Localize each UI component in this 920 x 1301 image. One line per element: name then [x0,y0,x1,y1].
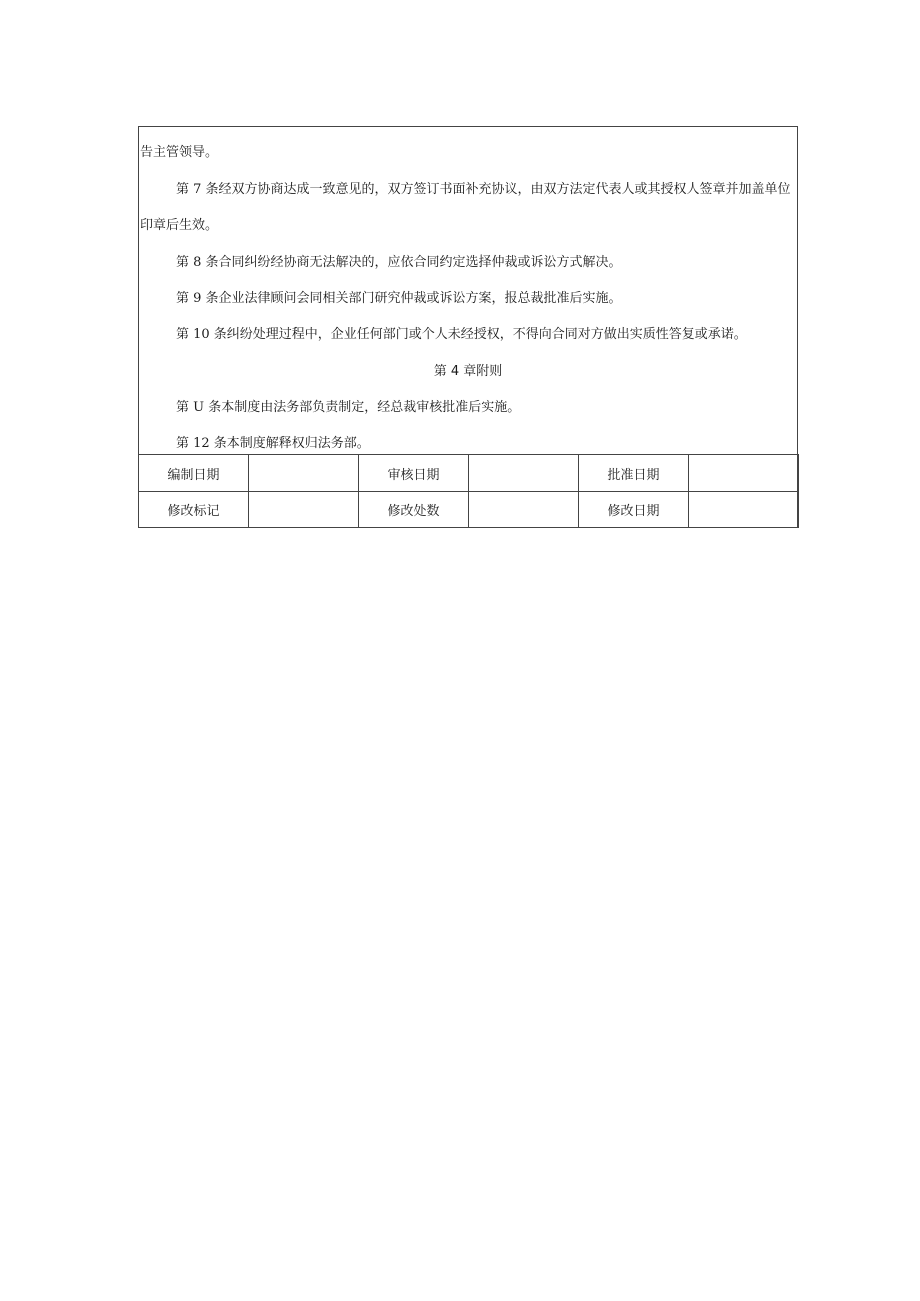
paragraph-continuation: 告主管领导。 [140,145,219,160]
revision-mark-label: 修改标记 [139,492,249,528]
approve-date-label: 批准日期 [579,455,689,492]
approve-date-cell[interactable] [689,455,799,492]
document-frame [138,126,798,528]
revision-count-cell[interactable] [469,492,579,528]
compile-date-cell[interactable] [249,455,359,492]
article-7-line1: 第 7 条经双方协商达成一致意见的，双方签订书面补充协议，由双方法定代表人或其授权人签章并加盖单位 [176,182,791,197]
article-7-line2: 印章后生效。 [140,218,219,233]
revision-count-label: 修改处数 [359,492,469,528]
article-body [139,127,797,454]
chapter-heading: 第 4 章附则 [433,364,503,379]
compile-date-label: 编制日期 [139,455,249,492]
article-11: 第 U 条本制度由法务部负责制定，经总裁审核批准后实施。 [176,400,521,415]
review-date-cell[interactable] [469,455,579,492]
article-8: 第 8 条合同纠纷经协商无法解决的，应依合同约定选择仲裁或诉讼方式解决。 [176,255,622,270]
revision-date-label: 修改日期 [579,492,689,528]
revision-mark-cell[interactable] [249,492,359,528]
table-row [139,455,799,492]
table-row [139,492,799,528]
article-12: 第 12 条本制度解释权归法务部。 [176,436,370,451]
review-date-label: 审核日期 [359,455,469,492]
revision-date-cell[interactable] [689,492,799,528]
article-9: 第 9 条企业法律顾问会同相关部门研究仲裁或诉讼方案，报总裁批准后实施。 [176,291,622,306]
article-10: 第 10 条纠纷处理过程中，企业任何部门或个人未经授权，不得向合同对方做出实质性答复或承诺。 [176,327,747,342]
revision-table [138,454,799,528]
